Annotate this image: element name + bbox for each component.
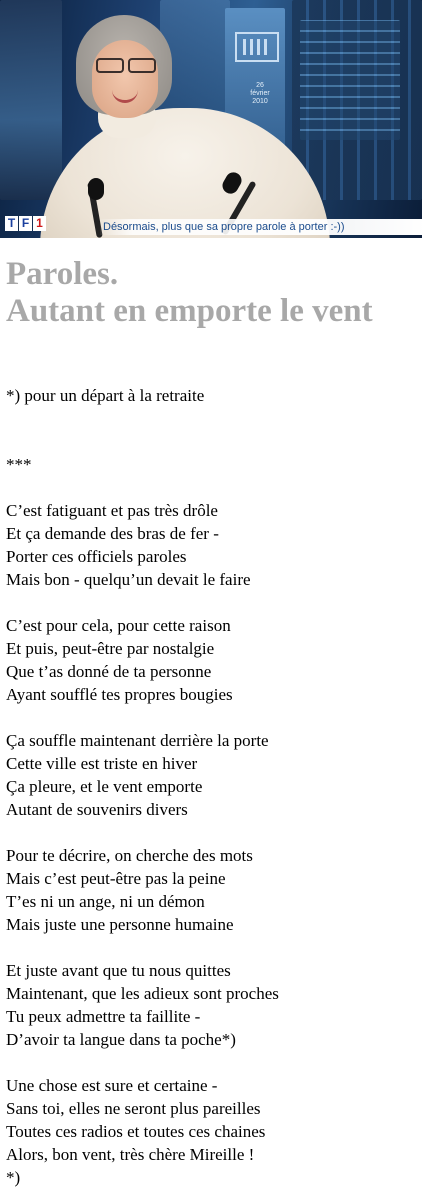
- studio-screen: [0, 0, 62, 200]
- poem-line: Ça pleure, et le vent emporte: [6, 777, 203, 796]
- poem-line: C’est fatiguant et pas très drôle: [6, 501, 218, 520]
- poem-line: Que t’as donné de ta personne: [6, 662, 212, 681]
- caption-banner: Désormais, plus que sa propre parole à porter :-)): [100, 219, 422, 235]
- date-year: 2010: [252, 98, 268, 105]
- poem-line: [6, 591, 418, 614]
- logo-letter: F: [19, 216, 32, 231]
- poem-line: [6, 476, 418, 499]
- poem-line: Ça souffle maintenant derrière la porte: [6, 731, 269, 750]
- poem-line: C’est pour cela, pour cette raison: [6, 616, 231, 635]
- poem-line: [6, 821, 418, 844]
- channel-logo: [5, 216, 46, 231]
- poem-line: Ayant soufflé tes propres bougies: [6, 685, 233, 704]
- poem-line: [6, 936, 418, 959]
- date-month: février: [250, 90, 270, 97]
- logo-letter: T: [5, 216, 18, 231]
- poem-line: Pour te décrire, on cherche des mots: [6, 846, 253, 865]
- header-photo: [0, 0, 422, 238]
- building-logo-icon: [235, 32, 279, 62]
- title-line: Paroles.: [6, 256, 119, 292]
- poem-line: Toutes ces radios et toutes ces chaines: [6, 1122, 266, 1141]
- poem-line: Sans toi, elles ne seront plus pareilles: [6, 1099, 261, 1118]
- poem-line: Et juste avant que tu nous quittes: [6, 961, 231, 980]
- poem-line: Mais bon - quelqu’un devait le faire: [6, 570, 251, 589]
- poem-line: Maintenant, que les adieux sont proches: [6, 984, 279, 1003]
- studio-screen: [300, 20, 400, 140]
- poem-line: Une chose est sure et certaine -: [6, 1076, 218, 1095]
- poem-line: *): [6, 1168, 21, 1187]
- poem-line: Et puis, peut-être par nostalgie: [6, 639, 215, 658]
- microphone-head-icon: [88, 178, 104, 200]
- poem-line: ***: [6, 455, 32, 474]
- poem-line: *) pour un départ à la retraite: [6, 386, 205, 405]
- glasses-icon: [96, 58, 156, 72]
- poem-line: T’es ni un ange, ni un démon: [6, 892, 205, 911]
- poem-line: [6, 430, 418, 453]
- poem-line: Mais juste une personne humaine: [6, 915, 234, 934]
- poem-line: Alors, bon vent, très chère Mireille !: [6, 1145, 255, 1164]
- logo-letter: 1: [33, 216, 46, 231]
- date-display: [236, 78, 284, 116]
- date-day: 26: [256, 82, 264, 89]
- poem-line: Tu peux admettre ta faillite -: [6, 1007, 201, 1026]
- poem-line: [6, 1051, 418, 1074]
- poem-line: [6, 407, 418, 430]
- poem-line: Et ça demande des bras de fer -: [6, 524, 219, 543]
- presenter-face: [92, 40, 158, 118]
- poem-line: Mais c’est peut-être pas la peine: [6, 869, 226, 888]
- poem-line: [6, 706, 418, 729]
- poem-body: [6, 384, 418, 1189]
- page-title: [6, 256, 373, 330]
- title-line: Autant en emporte le vent: [6, 293, 373, 329]
- poem-line: Cette ville est triste en hiver: [6, 754, 198, 773]
- poem-line: D’avoir ta langue dans ta poche*): [6, 1030, 236, 1049]
- poem-line: Porter ces officiels paroles: [6, 547, 187, 566]
- poem-line: Autant de souvenirs divers: [6, 800, 188, 819]
